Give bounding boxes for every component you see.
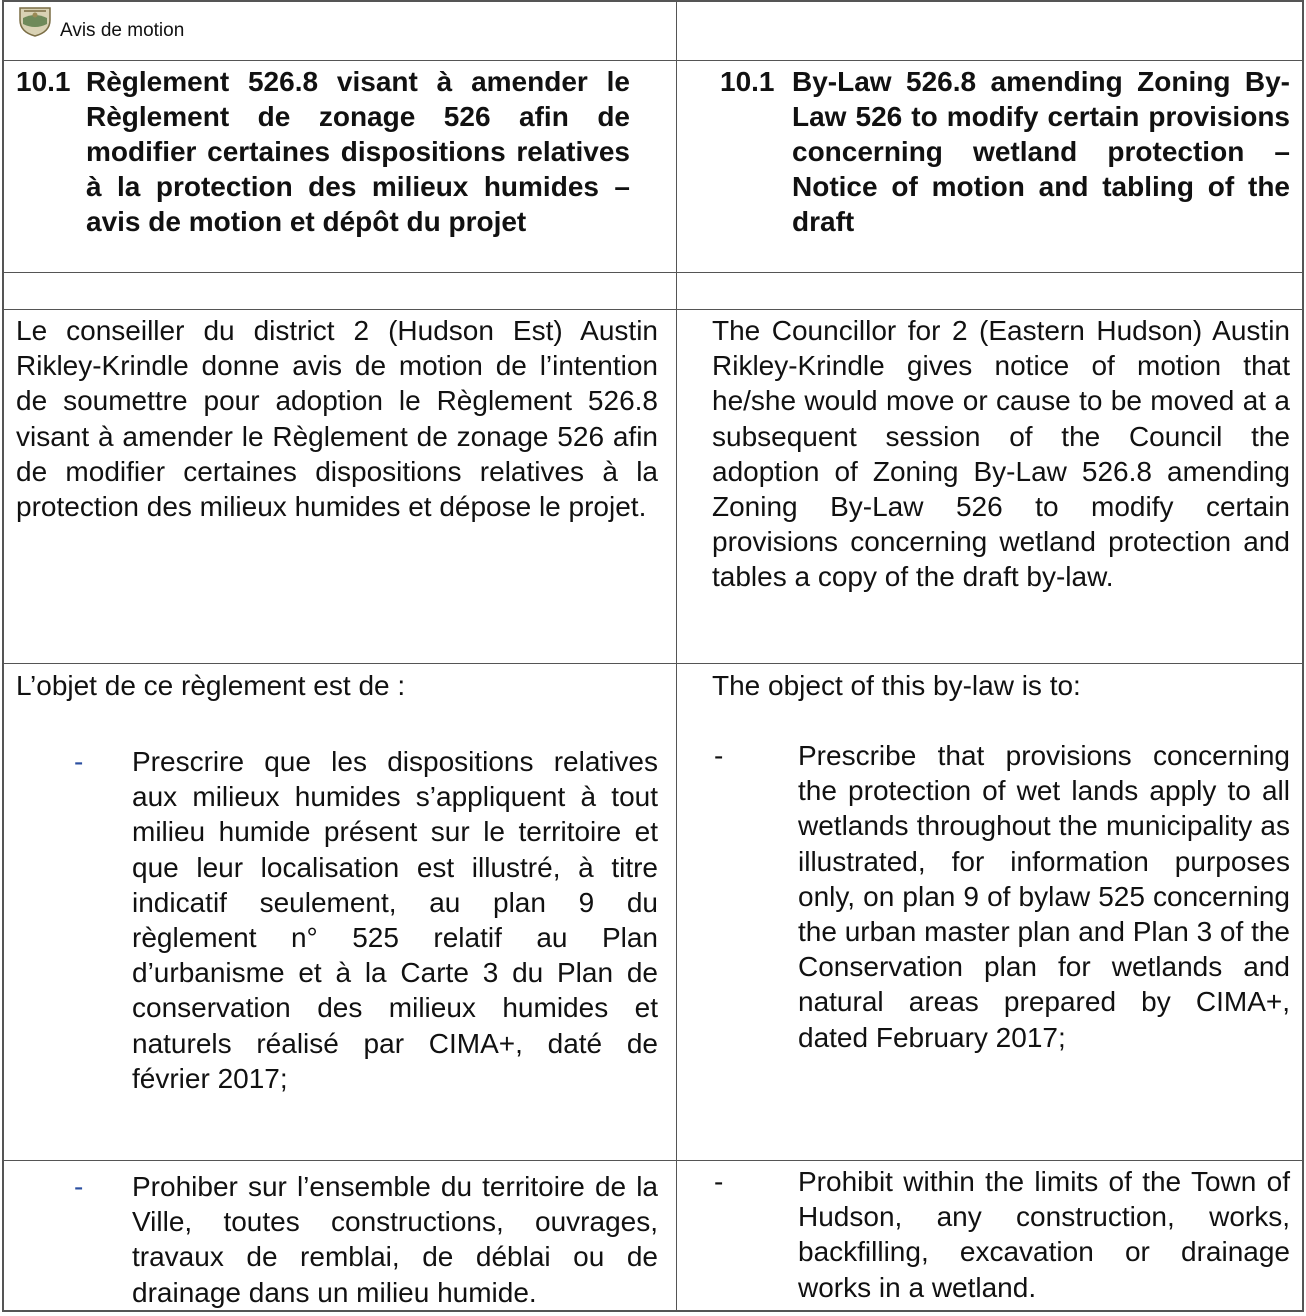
list-item [712, 738, 1290, 1055]
bullet-dash: - [74, 1171, 84, 1202]
object-intro-fr: L’objet de ce règlement est de : [16, 670, 406, 701]
bullet-text-en: Prohibit within the limits of the Town of Hudson, any construction, works, backfilling, excavation or drainage works in a wetland. [798, 1166, 1290, 1303]
row-divider [4, 272, 1302, 273]
bullet-text-en: Prescribe that provisions concerning the protection of wet lands apply to all wetlands throughout the municipality as illustrated, for information purposes only, on plan 9 of bylaw 525 concerning the urban master plan and Plan 3 of the Conservation plan for wetlands and natural areas prepared by CIMA+, dated February 2017; [798, 740, 1290, 1053]
row-divider [4, 1160, 1302, 1161]
motion-text-fr: Le conseiller du district 2 (Hudson Est) Austin Rikley-Krindle donne avis de motion de l’intention de soumettre pour adoption le Règlement 526.8 visant à amender le Règlement de zonage 526 afin de modifier certaines dispositions relatives à la protection des milieux humides et dépose le projet. [16, 315, 658, 523]
object-intro-en: The object of this by-law is to: [712, 670, 1081, 701]
section-number-en: 10.1 [720, 66, 775, 97]
section-title-en [720, 64, 1290, 239]
bullet-dash: - [714, 740, 724, 771]
list-item [712, 1164, 1290, 1305]
bullet-text-fr: Prescrire que les dispositions relatives aux milieux humides s’appliquent à tout milieu humide présent sur le territoire et que leur localisation est illustré, à titre indicatif seulement, au plan 9 du règlement n° 525 relatif au Plan d’urbanisme et à la Carte 3 du Plan de conservation des milieux humides et naturels réalisé par CIMA+, daté de février 2017; [132, 746, 658, 1094]
section-title-fr-text: Règlement 526.8 visant à amender le Règlement de zonage 526 afin de modifier certaines dispositions relatives à la protection des milieux humides – avis de motion et dépôt du projet [86, 66, 630, 237]
section-title-fr [16, 64, 658, 239]
section-title-en-text: By-Law 526.8 amending Zoning By-Law 526 to modify certain provisions concerning wetland protection – Notice of motion and tabling of the draft [792, 66, 1290, 237]
bullet-dash: - [74, 746, 84, 777]
bullet-dash: - [714, 1166, 724, 1197]
bullet-text-fr: Prohiber sur l’ensemble du territoire de la Ville, toutes constructions, ouvrages, travaux de remblai, de déblai ou de drainage dans un milieu humide. [132, 1171, 658, 1308]
row-divider [4, 663, 1302, 664]
row-divider [4, 60, 1302, 61]
list-item [16, 1169, 658, 1310]
header-label: Avis de motion [60, 20, 185, 41]
municipal-crest-icon [16, 2, 54, 38]
column-divider [676, 2, 677, 1310]
list-item [16, 744, 658, 1096]
motion-text-en: The Councillor for 2 (Eastern Hudson) Austin Rikley-Krindle gives notice of motion that he/she would move or cause to be moved at a subsequent session of the Council the adoption of Zoning By-Law 526.8 amending Zoning By-Law 526 to modify certain provisions concerning wetland protection and tables a copy of the draft by-law. [712, 315, 1290, 593]
row-divider [4, 309, 1302, 310]
bilingual-table [2, 0, 1304, 1312]
section-number-fr: 10.1 [16, 66, 71, 97]
